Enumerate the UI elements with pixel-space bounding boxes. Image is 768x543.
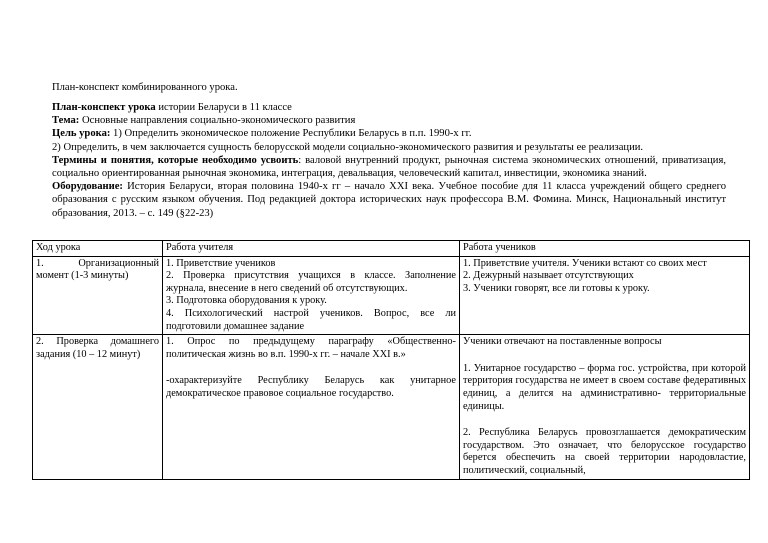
equipment-line [52,180,726,220]
plan-line [52,101,726,114]
teacher-cell [163,335,460,479]
teacher-item: -охарактеризуйте Республику Беларусь как унитарное демократическое правовое социальное государство. [166,375,456,399]
header-students: Работа учеников [460,241,750,257]
spacer [463,413,746,427]
lesson-table [32,240,750,480]
goal-text: 1) Определить экономическое положение Республики Беларусь в п.п. 1990-х гг. [110,128,472,140]
terms-line [52,154,726,180]
students-item: 1. Приветствие учителя. Ученики встают со своих мест [463,257,707,269]
terms-text: : валовой внутренний продукт, рыночная система экономических отношений, приватизация, социально ориентированная рыночная экономика, интеграция, девальвация, человеческий капитал, инвестиции, экономика знаний. [52,154,726,180]
lesson-meta [52,101,726,220]
spacer [166,361,456,375]
goal-line-2: 2) Определить, в чем заключается сущность белорусской модели социально-экономического развития и результаты ее реализации. [52,141,644,153]
teacher-item: 4. Психологический настрой учеников. Вопрос, все ли подготовили домашнее задание [166,307,456,332]
students-cell [460,335,750,479]
theme-line [52,114,726,127]
teacher-item: 3. Подготовка оборудования к уроку. [166,295,327,307]
students-answer: 2. Республика Беларусь провозглашается демократическим государством. Это означает, что белорусское государство берется обеспечить на своей территории народовластие, политический, социальный, [463,427,746,476]
equipment-text: История Беларуси, вторая половина 1940-х гг – начало XXI века. Учебное пособие для 11 класса учреждений общего среднего образования с русским языком обучения. Под редакцией доктора исторических наук профессора В.М. Фомина. Минск, Национальный институт образования, 2013. – с. 149 (§22-23) [52,181,726,219]
plan-text: истории Беларуси в 11 классе [155,102,292,113]
equipment-label: Оборудование: [52,181,123,193]
plan-label: План-конспект урока [52,102,156,113]
goal-label: Цель урока: [52,128,111,140]
stage-cell: 1. Организационный момент (1-3 минуты) [33,256,163,335]
students-intro: Ученики отвечают на поставленные вопросы [463,336,662,348]
table-row [33,335,750,479]
table-row [33,256,750,335]
students-answer: 1. Унитарное государство – форма гос. устройства, при которой территория государства не имеет в своем составе федеративных единиц, а делится на административно- территориальные единицы. [463,362,746,412]
teacher-item: 1. Опрос по предыдущему параграфу «Общественно-политическая жизнь во в.п. 1990-х гг. – начале XXI в.» [166,336,456,360]
table-header-row [33,241,750,257]
spacer [463,349,746,363]
document-title: План-конспект комбинированного урока. [52,82,238,93]
teacher-item: 2. Проверка присутствия учащихся в классе. Заполнение журнала, внесение в него сведений об отсутствующих. [166,270,456,294]
students-item: 3. Ученики говорят, все ли готовы к уроку. [463,282,650,294]
theme-label: Тема: [52,115,80,127]
theme-text: Основные направления социально-экономического развития [79,115,356,127]
terms-label: Термины и понятия, которые необходимо усвоить [52,154,299,166]
teacher-item: 1. Приветствие учеников [166,257,276,269]
stage-cell: 2. Проверка домашнего задания (10 – 12 минут) [33,335,163,479]
students-cell [460,256,750,335]
teacher-cell [163,256,460,335]
students-item: 2. Дежурный называет отсутствующих [463,270,634,282]
header-stage: Ход урока [33,241,163,257]
header-teacher: Работа учителя [163,241,460,257]
goal-line [52,127,726,140]
